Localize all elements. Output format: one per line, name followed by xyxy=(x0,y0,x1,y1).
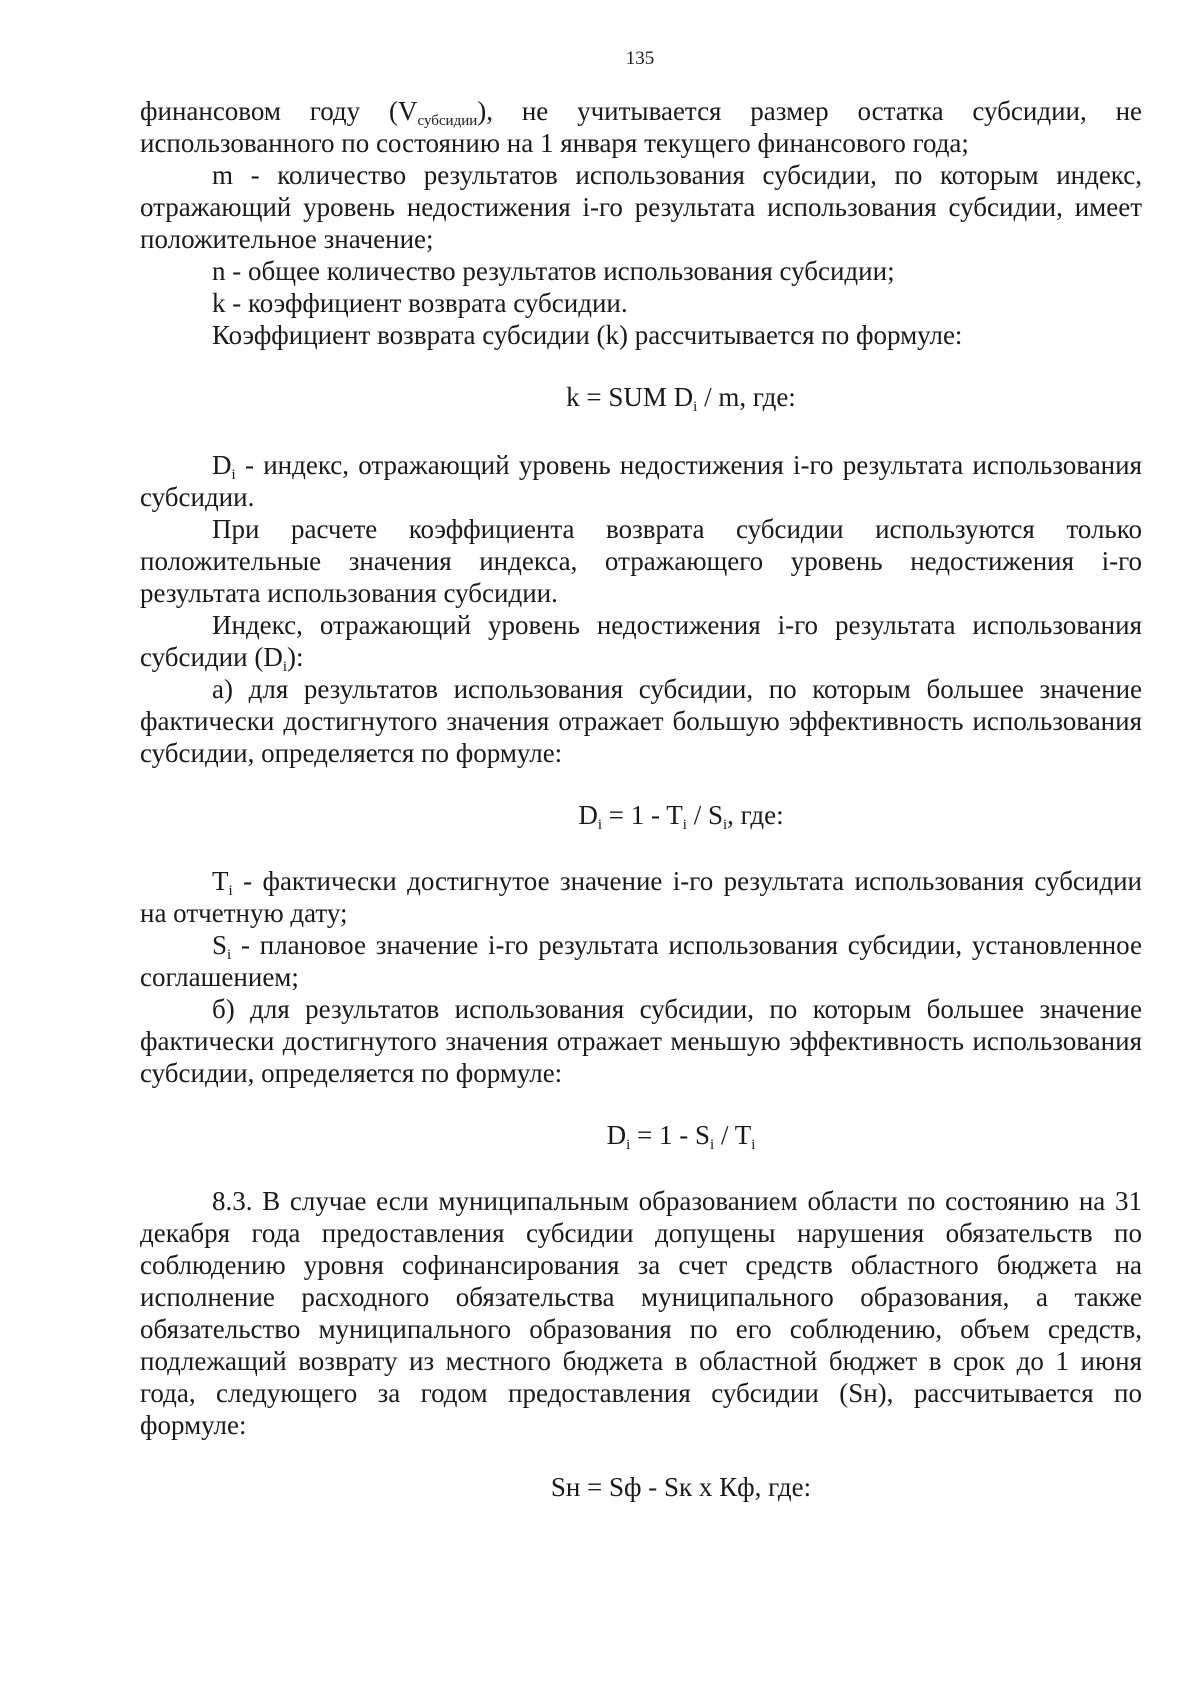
paragraph-section-8-3: 8.3. В случае если муниципальным образованием области по состоянию на 31 декабря года предоставления субсидии допущены нарушения обязательств по соблюдению уровня софинансирования за счет средств областного бюджета на исполнение расходного обязательства муниципального образования, а также обязательство муниципального образования по его соблюдению, объем средств, подлежащий возврату из местного бюджета в областной бюджет в срок до 1 июня года, следующего за годом предоставления субсидии (Sн), рассчитывается по формуле: xyxy=(140,1186,1142,1440)
formula-sn: Sн = Sф - Sк x Кф, где: xyxy=(550,1472,812,1502)
paragraph-di-definition: $D_i$ - индекс, отражающий уровень недостижения i-го результата использования субсидии. xyxy=(140,450,1142,512)
formula-k: k = SUM $D_i$ / m, где: xyxy=(566,382,796,415)
paragraph-m-definition: m - количество результатов использования субсидии, по которым индекс, отражающий уровень недостижения i-го результата использования субсидии, имеет положительное значение; xyxy=(140,160,1142,254)
paragraph-positive-values: При расчете коэффициента возврата субсидии используются только положительные значения индекса, отражающего уровень недостижения i-го результата использования субсидии. xyxy=(140,514,1142,608)
paragraph-n-definition: n - общее количество результатов использования субсидии; xyxy=(212,256,895,286)
paragraph-ti-definition: $T_i$ - фактически достигнутое значение i-го результата использования субсидии на отчетную дату; xyxy=(140,866,1142,928)
paragraph-case-b: б) для результатов использования субсидии, по которым большее значение фактически достигнутого значения отражает меньшую эффективность использования субсидии, определяется по формуле: xyxy=(140,994,1142,1088)
page-number: 135 xyxy=(625,48,655,69)
formula-di-case-b: $D_i = 1 - S_i / T_i$ xyxy=(606,1120,756,1153)
paragraph-case-a: а) для результатов использования субсидии, по которым большее значение фактически достигнутого значения отражает большую эффективность использования субсидии, определяется по формуле: xyxy=(140,674,1142,768)
document-body xyxy=(140,95,1142,1537)
formula-di-case-a: $D_i = 1 - T_i / S_i$, где: xyxy=(578,800,784,833)
paragraph-v-subsidy: финансовом году $(V_{субсидии})$, не учитывается размер остатка субсидии, не использованного по состоянию на 1 января текущего финансового года; xyxy=(140,96,1142,158)
paragraph-k-definition: k - коэффициент возврата субсидии. xyxy=(212,288,628,318)
paragraph-si-definition: $S_i$ - плановое значение i-го результата использования субсидии, установленное соглашением; xyxy=(140,930,1142,992)
paragraph-k-formula-intro: Коэффициент возврата субсидии (k) рассчитывается по формуле: xyxy=(212,320,963,350)
paragraph-index-intro: Индекс, отражающий уровень недостижения i-го результата использования субсидии $(D_i)$: xyxy=(140,610,1142,675)
